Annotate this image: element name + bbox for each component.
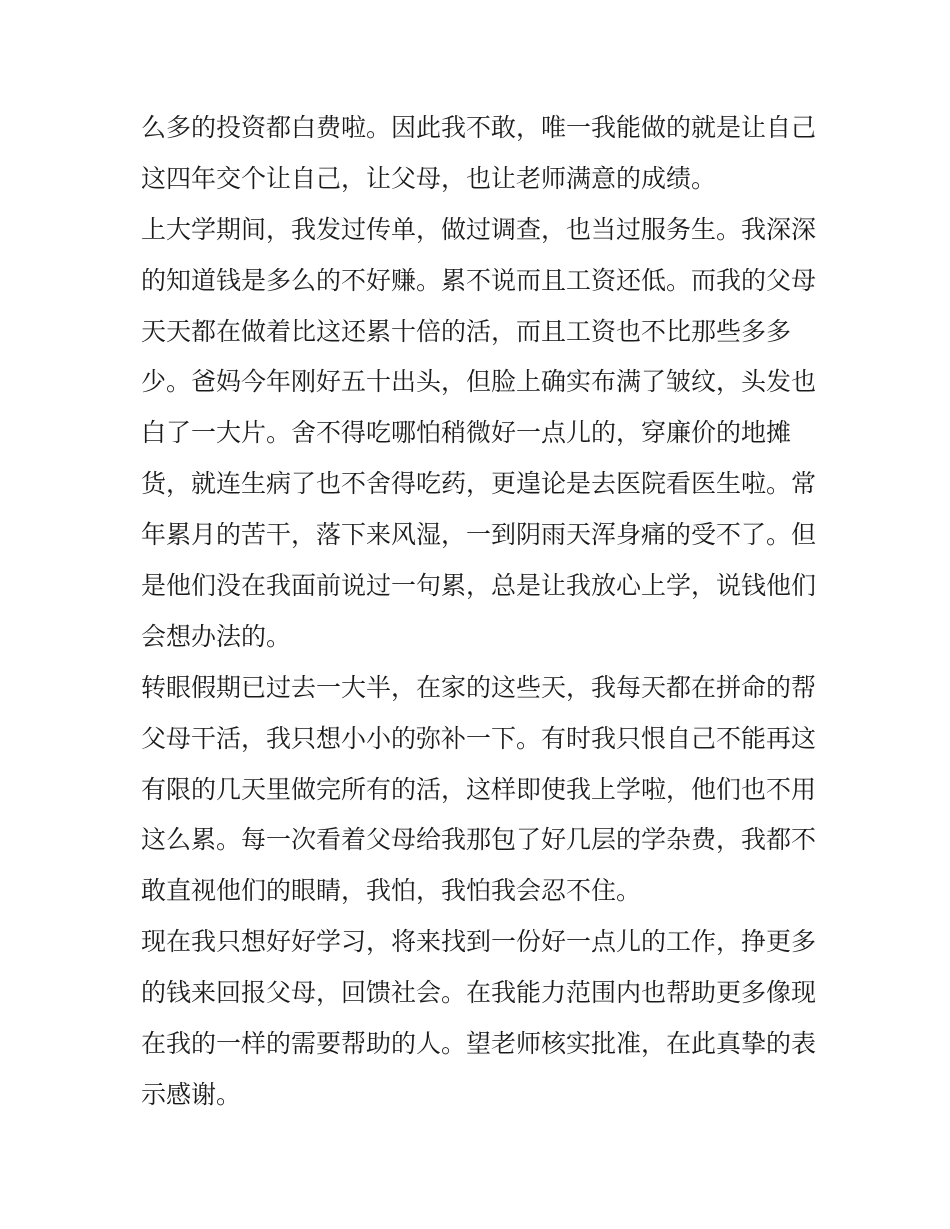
- text-line: 敢直视他们的眼睛，我怕，我怕我会忍不住。: [141, 876, 642, 906]
- text-line: 现在我只想好好学习，将来找到一份好一点儿的工作，挣更多: [141, 927, 817, 957]
- text-line: 转眼假期已过去一大半，在家的这些天，我每天都在拼命的帮: [141, 672, 817, 702]
- text-line: 会想办法的。: [141, 621, 292, 651]
- text-line: 有限的几天里做完所有的活，这样即使我上学啦，他们也不用: [141, 774, 817, 804]
- text-line: 年累月的苦干，落下来风湿，一到阴雨天浑身痛的受不了。但: [141, 520, 817, 550]
- text-line: 这四年交个让自己，让父母，也让老师满意的成绩。: [141, 163, 717, 193]
- text-line: 的知道钱是多么的不好赚。累不说而且工资还低。而我的父母: [141, 265, 817, 295]
- text-line: 的钱来回报父母，回馈社会。在我能力范围内也帮助更多像现: [141, 978, 817, 1008]
- text-line: 么多的投资都白费啦。因此我不敢，唯一我能做的就是让自己: [141, 113, 817, 142]
- text-line: 在我的一样的需要帮助的人。望老师核实批准，在此真挚的表: [141, 1029, 817, 1059]
- text-line: 货，就连生病了也不舍得吃药，更遑论是去医院看医生啦。常: [141, 469, 817, 499]
- text-line: 这么累。每一次看着父母给我那包了好几层的学杂费，我都不: [141, 825, 817, 855]
- text-line: 父母干活，我只想小小的弥补一下。有时我只恨自己不能再这: [141, 723, 817, 753]
- text-line: 是他们没在我面前说过一句累，总是让我放心上学，说钱他们: [141, 571, 817, 601]
- text-line: 少。爸妈今年刚好五十出头，但脸上确实布满了皱纹，头发也: [141, 367, 817, 397]
- text-line: 天天都在做着比这还累十倍的活，而且工资也不比那些多多: [141, 316, 792, 346]
- text-line: 示感谢。: [141, 1079, 242, 1109]
- text-line: 上大学期间，我发过传单，做过调查，也当过服务生。我深深: [141, 214, 817, 244]
- document-body: [141, 103, 821, 1121]
- text-line: 白了一大片。舍不得吃哪怕稍微好一点儿的，穿廉价的地摊: [141, 418, 792, 448]
